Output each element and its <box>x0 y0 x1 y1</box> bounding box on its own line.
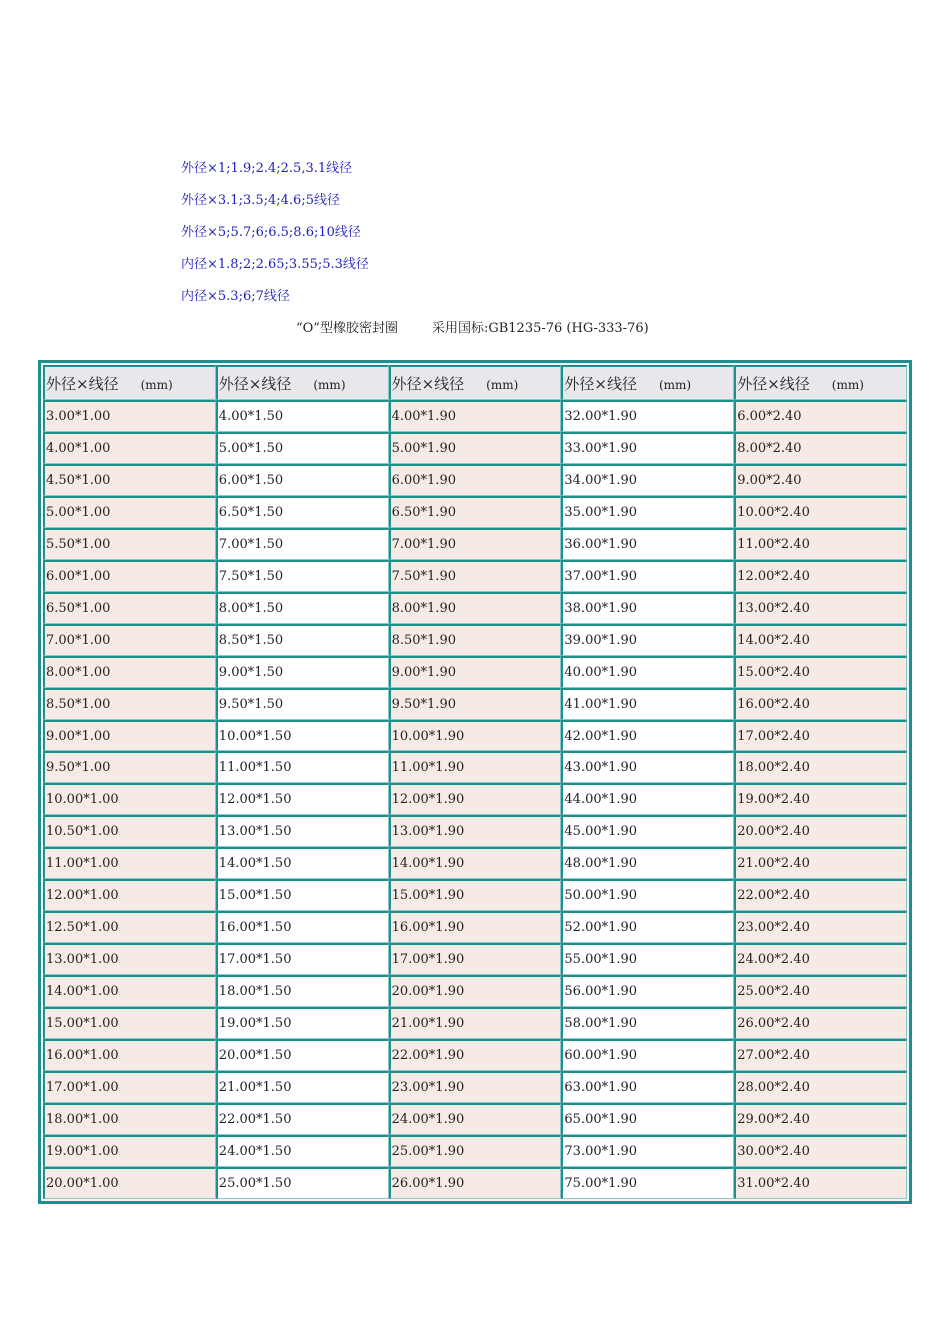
size-table-frame <box>38 360 912 1204</box>
header-unit: (mm) <box>140 377 173 392</box>
table-cell: 5.00*1.00 <box>43 496 216 528</box>
table-cell: 12.50*1.00 <box>43 911 216 943</box>
table-cell: 16.00*2.40 <box>734 688 907 720</box>
column-header <box>734 365 907 400</box>
table-cell: 5.50*1.00 <box>43 528 216 560</box>
header-label: 外径×线径 <box>564 374 637 393</box>
table-cell: 5.00*1.50 <box>216 432 389 464</box>
table-cell: 12.00*1.00 <box>43 879 216 911</box>
table-cell: 38.00*1.90 <box>561 592 734 624</box>
table-cell: 20.00*1.50 <box>216 1039 389 1071</box>
table-row <box>43 1135 907 1167</box>
table-cell: 12.00*2.40 <box>734 560 907 592</box>
table-cell: 22.00*1.90 <box>389 1039 562 1071</box>
table-cell: 24.00*2.40 <box>734 943 907 975</box>
header-unit: (mm) <box>313 377 346 392</box>
table-cell: 41.00*1.90 <box>561 688 734 720</box>
table-cell: 6.00*2.40 <box>734 400 907 432</box>
table-row <box>43 496 907 528</box>
table-cell: 58.00*1.90 <box>561 1007 734 1039</box>
table-row <box>43 528 907 560</box>
table-cell: 13.00*1.90 <box>389 815 562 847</box>
table-cell: 4.00*1.50 <box>216 400 389 432</box>
table-cell: 45.00*1.90 <box>561 815 734 847</box>
table-cell: 31.00*2.40 <box>734 1167 907 1199</box>
header-label: 外径×线径 <box>46 374 119 393</box>
table-cell: 18.00*1.00 <box>43 1103 216 1135</box>
table-cell: 6.00*1.50 <box>216 464 389 496</box>
table-cell: 9.50*1.90 <box>389 688 562 720</box>
table-row <box>43 1007 907 1039</box>
table-cell: 6.50*1.00 <box>43 592 216 624</box>
link-inner-diameter-2[interactable]: 内径×5.3;6;7线径 <box>181 289 290 304</box>
table-cell: 10.00*2.40 <box>734 496 907 528</box>
header-unit: (mm) <box>658 377 692 392</box>
table-cell: 9.00*1.50 <box>216 656 389 688</box>
table-row <box>43 688 907 720</box>
table-cell: 7.50*1.90 <box>389 560 562 592</box>
table-cell: 52.00*1.90 <box>561 911 734 943</box>
table-cell: 12.00*1.50 <box>216 783 389 815</box>
table-cell: 16.00*1.90 <box>389 911 562 943</box>
table-cell: 8.00*1.00 <box>43 656 216 688</box>
table-cell: 50.00*1.90 <box>561 879 734 911</box>
table-cell: 9.00*1.90 <box>389 656 562 688</box>
column-header <box>216 365 389 400</box>
table-cell: 6.50*1.50 <box>216 496 389 528</box>
table-cell: 18.00*2.40 <box>734 751 907 783</box>
table-cell: 11.00*1.50 <box>216 751 389 783</box>
table-cell: 22.00*1.50 <box>216 1103 389 1135</box>
table-cell: 24.00*1.50 <box>216 1135 389 1167</box>
table-row <box>43 1167 907 1199</box>
table-row <box>43 847 907 879</box>
table-cell: 16.00*1.50 <box>216 911 389 943</box>
table-cell: 25.00*1.90 <box>389 1135 562 1167</box>
table-row <box>43 464 907 496</box>
table-cell: 28.00*2.40 <box>734 1071 907 1103</box>
table-cell: 43.00*1.90 <box>561 751 734 783</box>
table-cell: 22.00*2.40 <box>734 879 907 911</box>
table-cell: 10.00*1.00 <box>43 783 216 815</box>
table-cell: 15.00*2.40 <box>734 656 907 688</box>
link-inner-diameter-1[interactable]: 内径×1.8;2;2.65;3.55;5.3线径 <box>181 257 369 272</box>
table-cell: 75.00*1.90 <box>561 1167 734 1199</box>
table-cell: 12.00*1.90 <box>389 783 562 815</box>
table-row <box>43 1039 907 1071</box>
table-cell: 23.00*1.90 <box>389 1071 562 1103</box>
table-cell: 24.00*1.90 <box>389 1103 562 1135</box>
table-cell: 26.00*2.40 <box>734 1007 907 1039</box>
table-cell: 17.00*2.40 <box>734 720 907 752</box>
table-cell: 65.00*1.90 <box>561 1103 734 1135</box>
table-cell: 11.00*1.90 <box>389 751 562 783</box>
table-row <box>43 432 907 464</box>
table-cell: 19.00*2.40 <box>734 783 907 815</box>
table-cell: 4.50*1.00 <box>43 464 216 496</box>
table-cell: 5.00*1.90 <box>389 432 562 464</box>
table-cell: 13.00*1.00 <box>43 943 216 975</box>
table-cell: 73.00*1.90 <box>561 1135 734 1167</box>
table-cell: 27.00*2.40 <box>734 1039 907 1071</box>
size-table <box>43 365 907 1199</box>
caption-standard: 采用国标:GB1235-76 (HG-333-76) <box>431 321 649 336</box>
column-header <box>561 365 734 400</box>
header-label: 外径×线径 <box>737 374 810 393</box>
table-cell: 20.00*1.00 <box>43 1167 216 1199</box>
table-cell: 55.00*1.90 <box>561 943 734 975</box>
table-cell: 30.00*2.40 <box>734 1135 907 1167</box>
table-cell: 9.50*1.50 <box>216 688 389 720</box>
column-header <box>389 365 562 400</box>
table-cell: 19.00*1.00 <box>43 1135 216 1167</box>
link-outer-diameter-2[interactable]: 外径×3.1;3.5;4;4.6;5线径 <box>181 193 340 208</box>
table-cell: 8.50*1.90 <box>389 624 562 656</box>
link-outer-diameter-3[interactable]: 外径×5;5.7;6;6.5;8.6;10线径 <box>181 225 361 240</box>
table-header-row <box>43 365 907 400</box>
table-cell: 23.00*2.40 <box>734 911 907 943</box>
table-cell: 44.00*1.90 <box>561 783 734 815</box>
table-cell: 6.00*1.90 <box>389 464 562 496</box>
table-cell: 37.00*1.90 <box>561 560 734 592</box>
table-cell: 33.00*1.90 <box>561 432 734 464</box>
table-cell: 8.50*1.00 <box>43 688 216 720</box>
table-row <box>43 911 907 943</box>
caption-title: “O”型橡胶密封圈 <box>296 321 398 336</box>
table-row <box>43 400 907 432</box>
table-row <box>43 560 907 592</box>
table-cell: 20.00*2.40 <box>734 815 907 847</box>
table-cell: 13.00*2.40 <box>734 592 907 624</box>
table-cell: 6.00*1.00 <box>43 560 216 592</box>
table-cell: 7.00*1.00 <box>43 624 216 656</box>
table-cell: 17.00*1.90 <box>389 943 562 975</box>
header-label: 外径×线径 <box>391 374 465 393</box>
table-row <box>43 624 907 656</box>
table-cell: 17.00*1.00 <box>43 1071 216 1103</box>
link-outer-diameter-1[interactable]: 外径×1;1.9;2.4;2.5,3.1线径 <box>181 161 353 176</box>
table-cell: 17.00*1.50 <box>216 943 389 975</box>
table-row <box>43 751 907 783</box>
table-row <box>43 815 907 847</box>
table-cell: 42.00*1.90 <box>561 720 734 752</box>
table-cell: 11.00*2.40 <box>734 528 907 560</box>
table-cell: 48.00*1.90 <box>561 847 734 879</box>
table-cell: 21.00*1.50 <box>216 1071 389 1103</box>
table-caption <box>296 320 649 337</box>
spec-link-list <box>181 160 369 320</box>
table-cell: 26.00*1.90 <box>389 1167 562 1199</box>
table-cell: 15.00*1.90 <box>389 879 562 911</box>
table-cell: 19.00*1.50 <box>216 1007 389 1039</box>
table-cell: 8.00*1.90 <box>389 592 562 624</box>
table-cell: 21.00*2.40 <box>734 847 907 879</box>
table-cell: 9.00*2.40 <box>734 464 907 496</box>
table-cell: 15.00*1.50 <box>216 879 389 911</box>
table-cell: 29.00*2.40 <box>734 1103 907 1135</box>
table-cell: 39.00*1.90 <box>561 624 734 656</box>
table-cell: 21.00*1.90 <box>389 1007 562 1039</box>
header-unit: (mm) <box>486 377 519 392</box>
table-cell: 25.00*2.40 <box>734 975 907 1007</box>
header-label: 外径×线径 <box>218 374 292 393</box>
table-cell: 7.50*1.50 <box>216 560 389 592</box>
table-cell: 3.00*1.00 <box>43 400 216 432</box>
table-body <box>43 400 907 1199</box>
table-cell: 6.50*1.90 <box>389 496 562 528</box>
table-row <box>43 656 907 688</box>
table-cell: 10.00*1.50 <box>216 720 389 752</box>
table-row <box>43 879 907 911</box>
table-cell: 35.00*1.90 <box>561 496 734 528</box>
table-cell: 8.00*2.40 <box>734 432 907 464</box>
table-cell: 4.00*1.90 <box>389 400 562 432</box>
table-cell: 14.00*2.40 <box>734 624 907 656</box>
table-cell: 9.00*1.00 <box>43 720 216 752</box>
table-row <box>43 1103 907 1135</box>
table-cell: 14.00*1.50 <box>216 847 389 879</box>
table-cell: 4.00*1.00 <box>43 432 216 464</box>
table-cell: 15.00*1.00 <box>43 1007 216 1039</box>
table-cell: 8.00*1.50 <box>216 592 389 624</box>
column-header <box>43 365 216 400</box>
table-cell: 40.00*1.90 <box>561 656 734 688</box>
table-row <box>43 592 907 624</box>
table-row <box>43 975 907 1007</box>
table-cell: 10.00*1.90 <box>389 720 562 752</box>
table-cell: 56.00*1.90 <box>561 975 734 1007</box>
table-cell: 10.50*1.00 <box>43 815 216 847</box>
table-cell: 11.00*1.00 <box>43 847 216 879</box>
table-cell: 63.00*1.90 <box>561 1071 734 1103</box>
table-cell: 18.00*1.50 <box>216 975 389 1007</box>
table-cell: 36.00*1.90 <box>561 528 734 560</box>
table-cell: 20.00*1.90 <box>389 975 562 1007</box>
table-cell: 8.50*1.50 <box>216 624 389 656</box>
table-cell: 14.00*1.90 <box>389 847 562 879</box>
table-cell: 7.00*1.50 <box>216 528 389 560</box>
table-cell: 34.00*1.90 <box>561 464 734 496</box>
table-cell: 13.00*1.50 <box>216 815 389 847</box>
table-row <box>43 943 907 975</box>
table-row <box>43 720 907 752</box>
table-cell: 9.50*1.00 <box>43 751 216 783</box>
table-cell: 14.00*1.00 <box>43 975 216 1007</box>
table-cell: 60.00*1.90 <box>561 1039 734 1071</box>
table-row <box>43 783 907 815</box>
header-unit: (mm) <box>831 377 864 392</box>
table-row <box>43 1071 907 1103</box>
table-cell: 16.00*1.00 <box>43 1039 216 1071</box>
table-cell: 25.00*1.50 <box>216 1167 389 1199</box>
table-cell: 7.00*1.90 <box>389 528 562 560</box>
table-cell: 32.00*1.90 <box>561 400 734 432</box>
